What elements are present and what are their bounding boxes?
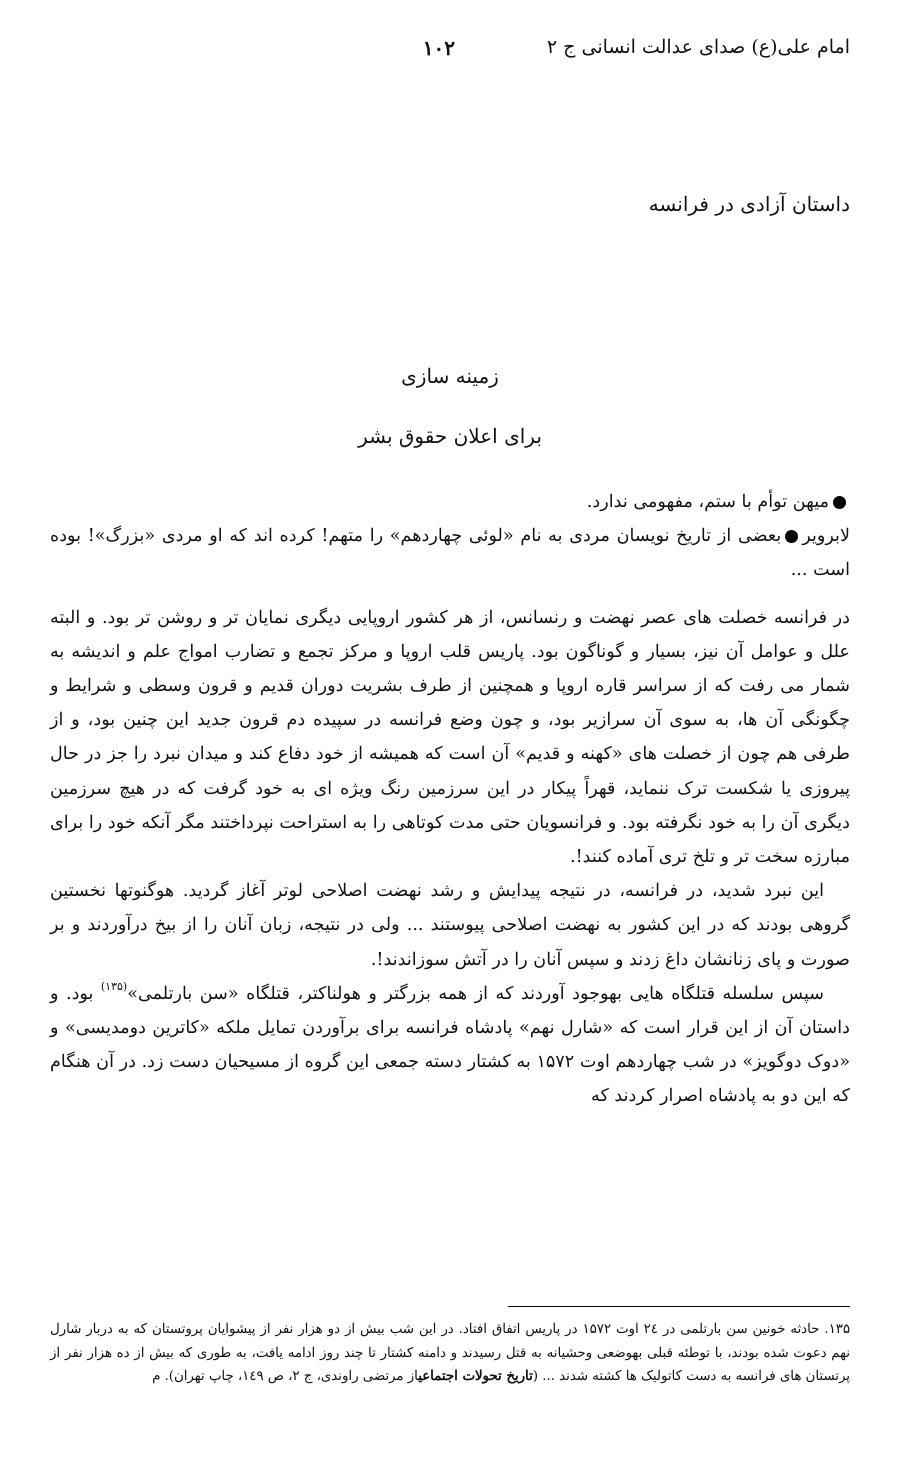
paragraph-3-start: سپس سلسله قتلگاه هایی بهوجود آوردند که از همه بزرگتر و هولناکتر، قتلگاه «سن بارتلمی» bbox=[127, 983, 824, 1004]
quote-text-2: بعضی از تاریخ نویسان مردی به نام «لوئی چهاردهم» را متهم! کرده اند که او مردی «بزرگ»! بوده است ... bbox=[50, 526, 850, 581]
footnote-divider bbox=[508, 1306, 850, 1307]
quote-line-1 bbox=[50, 485, 850, 519]
paragraph-3-end: بود. و داستان آن از این قرار است که «شارل نهم» پادشاه فرانسه برای برآوردن تمایل ملکه «کاترین دومدیسی» و «دوک دوگویز» در شب چهاردهم اوت ۱۵۷۲ به کشتار دسته جمعی این گروه از مسیحیان دست زد. در آن هنگام که این دو به پادشاه اصرار کردند که bbox=[50, 983, 850, 1107]
page-header bbox=[50, 36, 850, 68]
body-text bbox=[50, 485, 850, 1114]
footnote-source-rest: از مرتضی راوندی، ج ۲، ص ۱٤۹، چاپ تهران). م bbox=[152, 1369, 419, 1384]
section-title: داستان آزادی در فرانسه bbox=[648, 192, 850, 216]
page-number: ۱۰۲ bbox=[422, 36, 455, 60]
quote-line-2 bbox=[50, 519, 850, 587]
quote-text-1: میهن توأم با ستم، مفهومی ندارد. bbox=[586, 492, 829, 512]
footnote-reference: (۱۳۵) bbox=[100, 979, 128, 993]
footnote-text: ۱۳۵. حادثه خونین سن بارتلمی در ۲٤ اوت ۱۵۷۲ در پاریس اتفاق افتاد. در این شب بیش از دو هزار نفر از پیشوایان پروتستان که به دربار شارل نهم دعوت شده بودند، با توطئه قبلی بهوضعی وحشیانه به قتل رسیدند و دامنه کشتار تا چند روز ادامه یافت، به طوری که بیش از ده هزار نفر از پرتستان های فرانسه به دست کاتولیک ها کشته شدند ... ( bbox=[50, 1322, 851, 1384]
bullet-icon bbox=[785, 530, 798, 543]
footnote-source-title: تاریخ تحولات اجتماعی bbox=[418, 1369, 533, 1384]
quote-author: لابروير bbox=[802, 526, 850, 547]
body-paragraph-2: این نبرد شدید، در فرانسه، در نتیجه پیدایش و رشد نهضت اصلاحی لوتر آغاز گردید. هوگنوتها نخستین گروهی بودند که در این کشور به نهضت اصلاحی پیوستند ... ولی در نتیجه، زبان آنان را از بیخ درآوردند و بر صورت و پای زنانشان داغ زدند و سپس آنان را در آتش سوزاندند!. bbox=[50, 881, 850, 970]
body-paragraph-3 bbox=[50, 977, 850, 1114]
subtitle-primary: زمینه سازی bbox=[401, 364, 499, 388]
bullet-icon bbox=[833, 496, 846, 509]
footnote bbox=[50, 1318, 850, 1389]
body-paragraph-1: در فرانسه خصلت های عصر نهضت و رنسانس، از هر کشور اروپایی دیگری نمایان تر و روشن تر بود. و البته علل و عوامل آن نیز، بسیار و گوناگون بود. پاریس قلب اروپا و مرکز تجمع و تضارب امواج علم و اندیشه به شمار می رفت که از سراسر قاره اروپا و همچنین از طرف بشریت دوران قدیم و قرون وسطی و شرایط و چگونگی آن ها، به سوی آن سرازیر بود، و چون وضع فرانسه در سپیده دم قرون جدید این چنین بود، و از طرفی هم چون از خصلت های «کهنه و قدیم» آن است که همیشه از خود دفاع کند و میدان نبرد را جز در حال پیروزی یا شکست ترک ننماید، قهراً پیکار در این سرزمین رنگ ویژه ای به خود گرفت که در هیچ سرزمین دیگری آن را به خود نگرفته بود. و فرانسویان حتی مدت کوتاهی را به استراحت نپرداختند مگر آنکه خود را برای مبارزه سخت تر و تلخ تری آماده کنند!. bbox=[50, 607, 850, 868]
subtitle-secondary: برای اعلان حقوق بشر bbox=[358, 424, 542, 448]
book-title: امام علی(ع) صدای عدالت انسانی ج ۲ bbox=[546, 36, 850, 58]
